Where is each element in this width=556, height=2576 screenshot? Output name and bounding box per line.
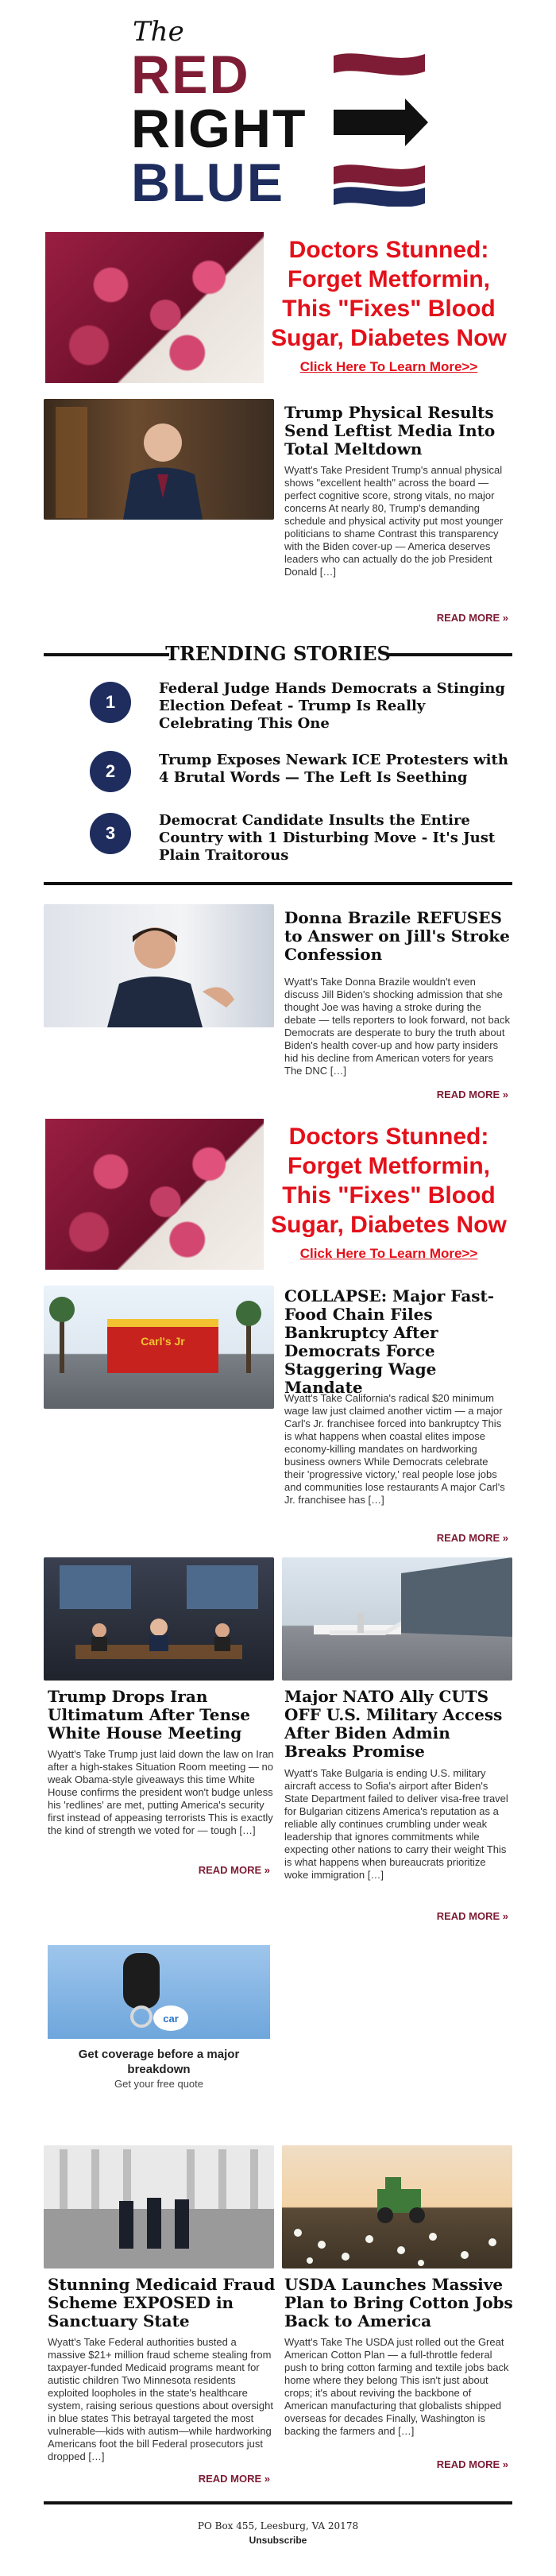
article-image[interactable]	[44, 1557, 274, 1681]
read-more-link[interactable]: READ MORE »	[436, 2458, 508, 2470]
logo-the: The	[133, 16, 184, 48]
ad-image[interactable]	[45, 1119, 264, 1270]
photo-icon	[44, 2145, 274, 2269]
trending-link[interactable]: Trump Exposes Newark ICE Protesters with 4 Brutal Words — The Left Is Seething	[159, 752, 508, 786]
article-image[interactable]	[44, 1286, 274, 1409]
photo-icon	[44, 1286, 274, 1409]
photo-icon	[282, 1557, 512, 1681]
diabetes-ad[interactable]	[45, 232, 510, 383]
article-title[interactable]: Donna Brazile REFUSES to Answer on Jill's Stroke Confession	[284, 908, 510, 964]
read-more-link[interactable]: READ MORE »	[436, 1532, 508, 1544]
photo-icon	[282, 2145, 512, 2269]
section-divider	[44, 882, 512, 885]
article-title[interactable]: COLLAPSE: Major Fast-Food Chain Files Bankruptcy After Democrats Force Staggering Wage Mandate	[284, 1286, 495, 1397]
ad-cta-link[interactable]: Click Here To Learn More>>	[299, 359, 478, 374]
site-logo[interactable]	[131, 16, 425, 215]
photo-icon	[44, 399, 274, 520]
svg-text:Carl's Jr: Carl's Jr	[141, 1335, 185, 1348]
article-snippet: Wyatt's Take California's radical $20 minimum wage law just claimed another victim — a major Carl's Jr. franchisee forced into bankruptcy This is what happens when coastal elites impose economy-killing mandates on hardworking business owners While Democrats celebrate their 'progressive victory,' real people lose jobs and communities lose restaurants A major Carl's Jr. franchisee has […]	[284, 1392, 505, 1506]
logo-word-right: RIGHT	[131, 99, 307, 159]
article-snippet: Wyatt's Take Federal authorities busted a massive $21+ million fraud scheme stealing from taxpayer-funded Medicaid programs meant for autistic children Two Minnesota residents exploited loopholes in the state's healthcare system, raising serious questions about oversight in blue states This betrayal targeted the most vulnerable—kids with autism—while hardworking Americans foot the bill Federal prosecutors just dropped […]	[48, 2336, 273, 2462]
article-image[interactable]	[282, 1557, 512, 1681]
read-more-link[interactable]: READ MORE »	[436, 1089, 508, 1100]
ad-cta-link[interactable]: Click Here To Learn More>>	[299, 1246, 478, 1261]
diabetes-ad[interactable]	[45, 1119, 510, 1270]
trending-link[interactable]: Democrat Candidate Insults the Entire Country with 1 Disturbing Move - It's Just Plain Traitorous	[159, 812, 496, 864]
ad-headline[interactable]: Doctors Stunned: Forget Metformin, This "Fixes" Blood Sugar, Diabetes Now	[271, 1124, 507, 1238]
article-image[interactable]	[44, 399, 274, 520]
article-title[interactable]: Stunning Medicaid Fraud Scheme EXPOSED in Sanctuary State	[48, 2275, 276, 2330]
trending-number: 1	[90, 682, 131, 723]
article-title[interactable]: Trump Drops Iran Ultimatum After Tense White House Meeting	[48, 1687, 250, 1742]
ad-image[interactable]	[45, 232, 264, 383]
article-snippet: Wyatt's Take Donna Brazile wouldn't even discuss Jill Biden's shocking admission that she thought Joe was having a stroke during the debate — tells reporters to look forward, not back Democrats are desperate to bury the truth about Biden's health cover-up and how party insiders hid his decline from American voters for years The DNC […]	[284, 976, 510, 1077]
read-more-link[interactable]: READ MORE »	[436, 1910, 508, 1922]
article-image[interactable]	[44, 2145, 274, 2269]
photo-icon	[44, 1557, 274, 1681]
article-image[interactable]	[44, 904, 274, 1027]
footer-divider	[44, 2501, 512, 2504]
photo-icon	[44, 904, 274, 1027]
unsubscribe-link[interactable]: Unsubscribe	[249, 2535, 307, 2546]
key-tag-label: car	[163, 2013, 179, 2025]
flag-arrow-icon	[330, 48, 429, 207]
article-snippet: Wyatt's Take Trump just laid down the law on Iran after a high-stakes Situation Room meeting — no weak Obama-style giveaways this time White House confirms the president won't budge unless his 'redlines' are met, putting America's security first instead of appeasing terrorists This is exactly the kind of strength we voted for — tough […]	[48, 1748, 274, 1836]
article-snippet: Wyatt's Take The USDA just rolled out the Great American Cotton Plan — a full-throttle federal push to bring cotton farming and textile jobs back home where they belong This isn't just about crops; it's about reviving the backbone of American manufacturing that globalists shipped overseas for decades Finally, Washington is backing the farmers and […]	[284, 2336, 509, 2437]
ad-headline[interactable]: Doctors Stunned: Forget Metformin, This "Fixes" Blood Sugar, Diabetes Now	[271, 237, 507, 351]
logo-word-red: RED	[131, 44, 250, 105]
trending-title: TRENDING STORIES	[165, 642, 391, 665]
trending-link[interactable]: Federal Judge Hands Democrats a Stinging Election Defeat - Trump Is Really Celebrating This One	[159, 680, 505, 732]
article-image[interactable]	[282, 2145, 512, 2269]
read-more-link[interactable]: READ MORE »	[436, 612, 508, 624]
car-key-icon	[48, 1945, 270, 2039]
read-more-link[interactable]: READ MORE »	[198, 2473, 270, 2485]
insurance-ad-image[interactable]	[48, 1945, 270, 2039]
article-title[interactable]: Major NATO Ally CUTS OFF U.S. Military Access After Biden Admin Breaks Promise	[284, 1687, 503, 1761]
article-title[interactable]: USDA Launches Massive Plan to Bring Cotton Jobs Back to America	[284, 2275, 513, 2330]
article-snippet: Wyatt's Take Bulgaria is ending U.S. military aircraft access to Sofia's airport after Biden's State Department failed to deliver visa-free travel for Bulgarian citizens America's reputation as a reliable ally continues crumbling under weak leadership that ignores commitments while expecting other nations to carry their weight This is what happens when bureaucrats prioritize woke immigration […]	[284, 1767, 508, 1881]
trending-number: 2	[90, 751, 131, 792]
trending-number: 3	[90, 813, 131, 854]
logo-word-blue: BLUE	[131, 153, 285, 213]
article-title[interactable]: Trump Physical Results Send Leftist Media Into Total Meltdown	[284, 403, 496, 458]
insurance-ad-subtitle[interactable]: Get your free quote	[114, 2078, 203, 2090]
read-more-link[interactable]: READ MORE »	[198, 1864, 270, 1876]
footer-address: PO Box 455, Leesburg, VA 20178	[197, 2520, 359, 2532]
article-snippet: Wyatt's Take President Trump's annual physical shows "excellent health" across the board — perfect cognitive score, strong vitals, no major concerns At nearly 80, Trump's demanding schedule and physical activity put most younger politicians to shame Contrast this transparency with the Biden cover-up — America deserves leaders who can actually do the job President Donald […]	[284, 464, 504, 578]
insurance-ad-title[interactable]: Get coverage before a major breakdown	[78, 2048, 240, 2076]
